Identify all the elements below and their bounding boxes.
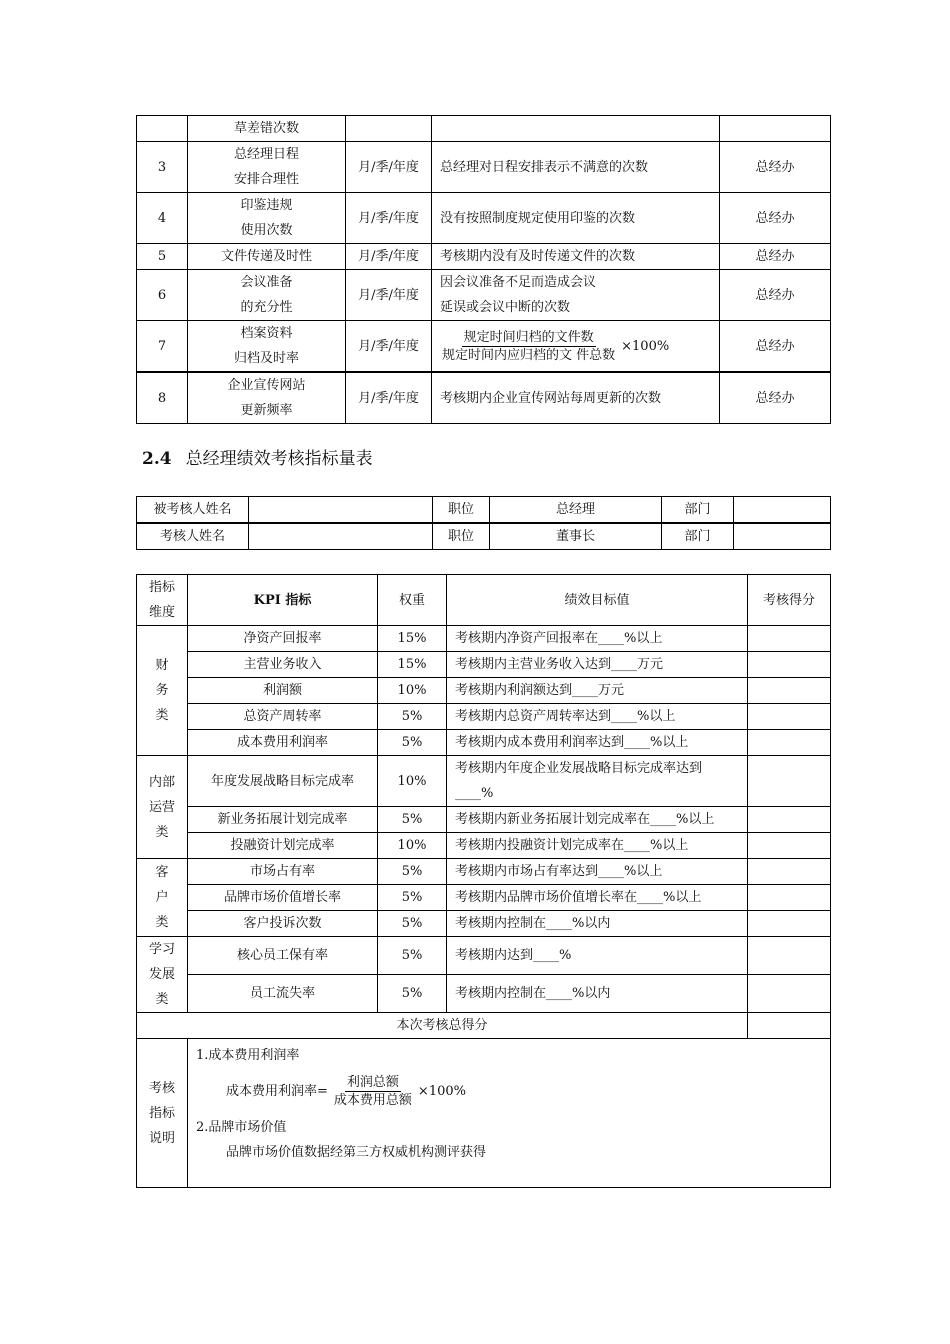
total-score-cell[interactable] xyxy=(748,1013,831,1039)
kpi-row xyxy=(137,704,831,730)
definition-row xyxy=(137,270,831,321)
kpi-row xyxy=(137,626,831,652)
kpi-target: 考核期内投融资计划完成率在____%以上 xyxy=(447,833,748,859)
definition-row xyxy=(137,142,831,193)
kpi-score-cell[interactable] xyxy=(748,885,831,911)
row-number: 5 xyxy=(137,244,188,270)
kpi-row xyxy=(137,975,831,1013)
assessment-period: 月/季/年度 xyxy=(346,321,432,373)
kpi-row xyxy=(137,859,831,885)
assessor-dept-cell[interactable] xyxy=(734,523,831,550)
note-2-title: 2.品牌市场价值 xyxy=(196,1120,287,1135)
responsible-dept: 总经办 xyxy=(720,142,831,193)
indicator-definition: 考核期内企业宣传网站每周更新的次数 xyxy=(432,372,720,424)
assessee-position: 总经理 xyxy=(490,497,662,524)
kpi-name: 总资产周转率 xyxy=(188,704,378,730)
definition-row xyxy=(137,372,831,424)
kpi-score-cell[interactable] xyxy=(748,704,831,730)
kpi-row xyxy=(137,730,831,756)
kpi-score-cell[interactable] xyxy=(748,626,831,652)
assessee-dept-cell[interactable] xyxy=(734,497,831,524)
kpi-weight: 5% xyxy=(378,911,447,937)
definition-row xyxy=(137,116,831,142)
total-score-row xyxy=(137,1013,831,1039)
indicator-name: 草差错次数 xyxy=(188,116,346,142)
section-title: 总经理绩效考核指标量表 xyxy=(185,449,373,469)
assessor-name-cell[interactable] xyxy=(249,523,433,550)
kpi-target: 考核期内达到____% xyxy=(447,937,748,975)
kpi-weight: 10% xyxy=(378,833,447,859)
dimension-cell: 客 户 类 xyxy=(137,859,188,937)
kpi-row xyxy=(137,652,831,678)
kpi-score-cell[interactable] xyxy=(748,756,831,807)
note-2-text: 品牌市场价值数据经第三方权威机构测评获得 xyxy=(226,1145,487,1160)
kpi-weight: 5% xyxy=(378,859,447,885)
indicator-name: 企业宣传网站 更新频率 xyxy=(188,372,346,424)
kpi-row xyxy=(137,937,831,975)
kpi-weight: 5% xyxy=(378,885,447,911)
formula-lhs: 成本费用利润率= xyxy=(226,1084,328,1099)
indicator-definition: 总经理对日程安排表示不满意的次数 xyxy=(432,142,720,193)
assessee-name-cell[interactable] xyxy=(249,497,433,524)
assessee-name-label: 被考核人姓名 xyxy=(137,497,249,524)
assessment-period: 月/季/年度 xyxy=(346,270,432,321)
notes-content xyxy=(188,1039,831,1188)
kpi-target: 考核期内品牌市场价值增长率在____%以上 xyxy=(447,885,748,911)
responsible-dept: 总经办 xyxy=(720,321,831,373)
indicator-name: 印鉴违规 使用次数 xyxy=(188,193,346,244)
kpi-weight: 5% xyxy=(378,975,447,1013)
weight-header: 权重 xyxy=(378,575,447,626)
kpi-weight: 15% xyxy=(378,626,447,652)
kpi-score-cell[interactable] xyxy=(748,975,831,1013)
kpi-name: 市场占有率 xyxy=(188,859,378,885)
row-number: 4 xyxy=(137,193,188,244)
dimension-cell: 内部 运营 类 xyxy=(137,756,188,859)
kpi-name: 成本费用利润率 xyxy=(188,730,378,756)
dimension-cell: 学习 发展 类 xyxy=(137,937,188,1013)
kpi-name: 年度发展战略目标完成率 xyxy=(188,756,378,807)
responsible-dept: 总经办 xyxy=(720,244,831,270)
definition-row xyxy=(137,193,831,244)
kpi-score-cell[interactable] xyxy=(748,937,831,975)
kpi-name: 员工流失率 xyxy=(188,975,378,1013)
assessee-info-table xyxy=(136,496,831,550)
kpi-row xyxy=(137,756,831,807)
kpi-score-cell[interactable] xyxy=(748,833,831,859)
kpi-name: 主营业务收入 xyxy=(188,652,378,678)
kpi-name: 核心员工保有率 xyxy=(188,937,378,975)
section-number: 2.4 xyxy=(142,449,172,469)
assessment-period: 月/季/年度 xyxy=(346,142,432,193)
row-number xyxy=(137,116,188,142)
formula-multiplier: ×100% xyxy=(417,1084,466,1099)
notes-row xyxy=(137,1039,831,1188)
assessee-dept-label: 部门 xyxy=(662,497,734,524)
kpi-weight: 10% xyxy=(378,678,447,704)
indicator-definition: 因会议准备不足而造成会议 延误或会议中断的次数 xyxy=(432,270,720,321)
indicator-definition: 没有按照制度规定使用印鉴的次数 xyxy=(432,193,720,244)
indicator-definition xyxy=(432,116,720,142)
kpi-row xyxy=(137,833,831,859)
kpi-target: 考核期内总资产周转率达到____%以上 xyxy=(447,704,748,730)
assessment-period: 月/季/年度 xyxy=(346,244,432,270)
assessor-position: 董事长 xyxy=(490,523,662,550)
kpi-header-row xyxy=(137,575,831,626)
kpi-header: KPI 指标 xyxy=(188,575,378,626)
formula-numerator: 规定时间归档的文件数 xyxy=(463,329,594,345)
formula-denominator: 成本费用总额 xyxy=(333,1093,412,1108)
kpi-row xyxy=(137,885,831,911)
kpi-weight: 5% xyxy=(378,937,447,975)
kpi-score-cell[interactable] xyxy=(748,652,831,678)
formula-multiplier: ×100% xyxy=(621,338,670,354)
kpi-target: 考核期内控制在____%以内 xyxy=(447,911,748,937)
responsible-dept: 总经办 xyxy=(720,270,831,321)
kpi-row xyxy=(137,807,831,833)
kpi-weight: 15% xyxy=(378,652,447,678)
row-number: 8 xyxy=(137,372,188,424)
assessment-period: 月/季/年度 xyxy=(346,193,432,244)
kpi-name: 投融资计划完成率 xyxy=(188,833,378,859)
kpi-score-cell[interactable] xyxy=(748,807,831,833)
assessment-period xyxy=(346,116,432,142)
kpi-target: 考核期内净资产回报率在____%以上 xyxy=(447,626,748,652)
definition-row xyxy=(137,244,831,270)
kpi-weight: 10% xyxy=(378,756,447,807)
kpi-scorecard-table xyxy=(136,574,831,1188)
kpi-target: 考核期内控制在____%以内 xyxy=(447,975,748,1013)
kpi-row xyxy=(137,911,831,937)
kpi-target: 考核期内主营业务收入达到____万元 xyxy=(447,652,748,678)
row-number: 7 xyxy=(137,321,188,373)
cost-profit-formula xyxy=(226,1074,822,1109)
indicator-name: 总经理日程 安排合理性 xyxy=(188,142,346,193)
kpi-name: 新业务拓展计划完成率 xyxy=(188,807,378,833)
kpi-row xyxy=(137,678,831,704)
indicator-name: 档案资料 归档及时率 xyxy=(188,321,346,373)
indicator-definition xyxy=(432,321,720,373)
dimension-cell: 财 务 类 xyxy=(137,626,188,756)
kpi-name: 客户投诉次数 xyxy=(188,911,378,937)
assessor-name-label: 考核人姓名 xyxy=(137,523,249,550)
kpi-score-cell[interactable] xyxy=(748,859,831,885)
kpi-target: 考核期内新业务拓展计划完成率在____%以上 xyxy=(447,807,748,833)
kpi-definition-table xyxy=(136,115,831,424)
total-score-label: 本次考核总得分 xyxy=(137,1013,748,1039)
row-number: 6 xyxy=(137,270,188,321)
kpi-weight: 5% xyxy=(378,807,447,833)
assessee-row xyxy=(137,497,831,524)
target-header: 绩效目标值 xyxy=(447,575,748,626)
kpi-weight: 5% xyxy=(378,704,447,730)
indicator-definition: 考核期内没有及时传递文件的次数 xyxy=(432,244,720,270)
assessment-period: 月/季/年度 xyxy=(346,372,432,424)
responsible-dept: 总经办 xyxy=(720,193,831,244)
kpi-score-cell[interactable] xyxy=(748,911,831,937)
assessor-position-label: 职位 xyxy=(433,523,490,550)
archive-rate-formula xyxy=(440,329,711,364)
kpi-target: 考核期内年度企业发展战略目标完成率达到____% xyxy=(447,756,748,807)
kpi-score-cell[interactable] xyxy=(748,678,831,704)
kpi-name: 净资产回报率 xyxy=(188,626,378,652)
kpi-target: 考核期内利润额达到____万元 xyxy=(447,678,748,704)
kpi-weight: 5% xyxy=(378,730,447,756)
indicator-name: 文件传递及时性 xyxy=(188,244,346,270)
kpi-target: 考核期内成本费用利润率达到____%以上 xyxy=(447,730,748,756)
dimension-header: 指标 维度 xyxy=(137,575,188,626)
section-heading xyxy=(142,446,373,472)
assessor-dept-label: 部门 xyxy=(662,523,734,550)
kpi-name: 品牌市场价值增长率 xyxy=(188,885,378,911)
indicator-name: 会议准备 的充分性 xyxy=(188,270,346,321)
responsible-dept: 总经办 xyxy=(720,372,831,424)
score-header: 考核得分 xyxy=(748,575,831,626)
kpi-target: 考核期内市场占有率达到____%以上 xyxy=(447,859,748,885)
assessor-row xyxy=(137,523,831,550)
notes-label: 考核 指标 说明 xyxy=(137,1039,188,1188)
assessee-position-label: 职位 xyxy=(433,497,490,524)
kpi-score-cell[interactable] xyxy=(748,730,831,756)
formula-numerator: 利润总额 xyxy=(346,1075,399,1090)
formula-denominator: 规定时间内应归档的文 件总数 xyxy=(442,347,616,363)
responsible-dept xyxy=(720,116,831,142)
kpi-name: 利润额 xyxy=(188,678,378,704)
row-number: 3 xyxy=(137,142,188,193)
note-1-title: 1.成本费用利润率 xyxy=(196,1048,300,1063)
definition-row xyxy=(137,321,831,373)
